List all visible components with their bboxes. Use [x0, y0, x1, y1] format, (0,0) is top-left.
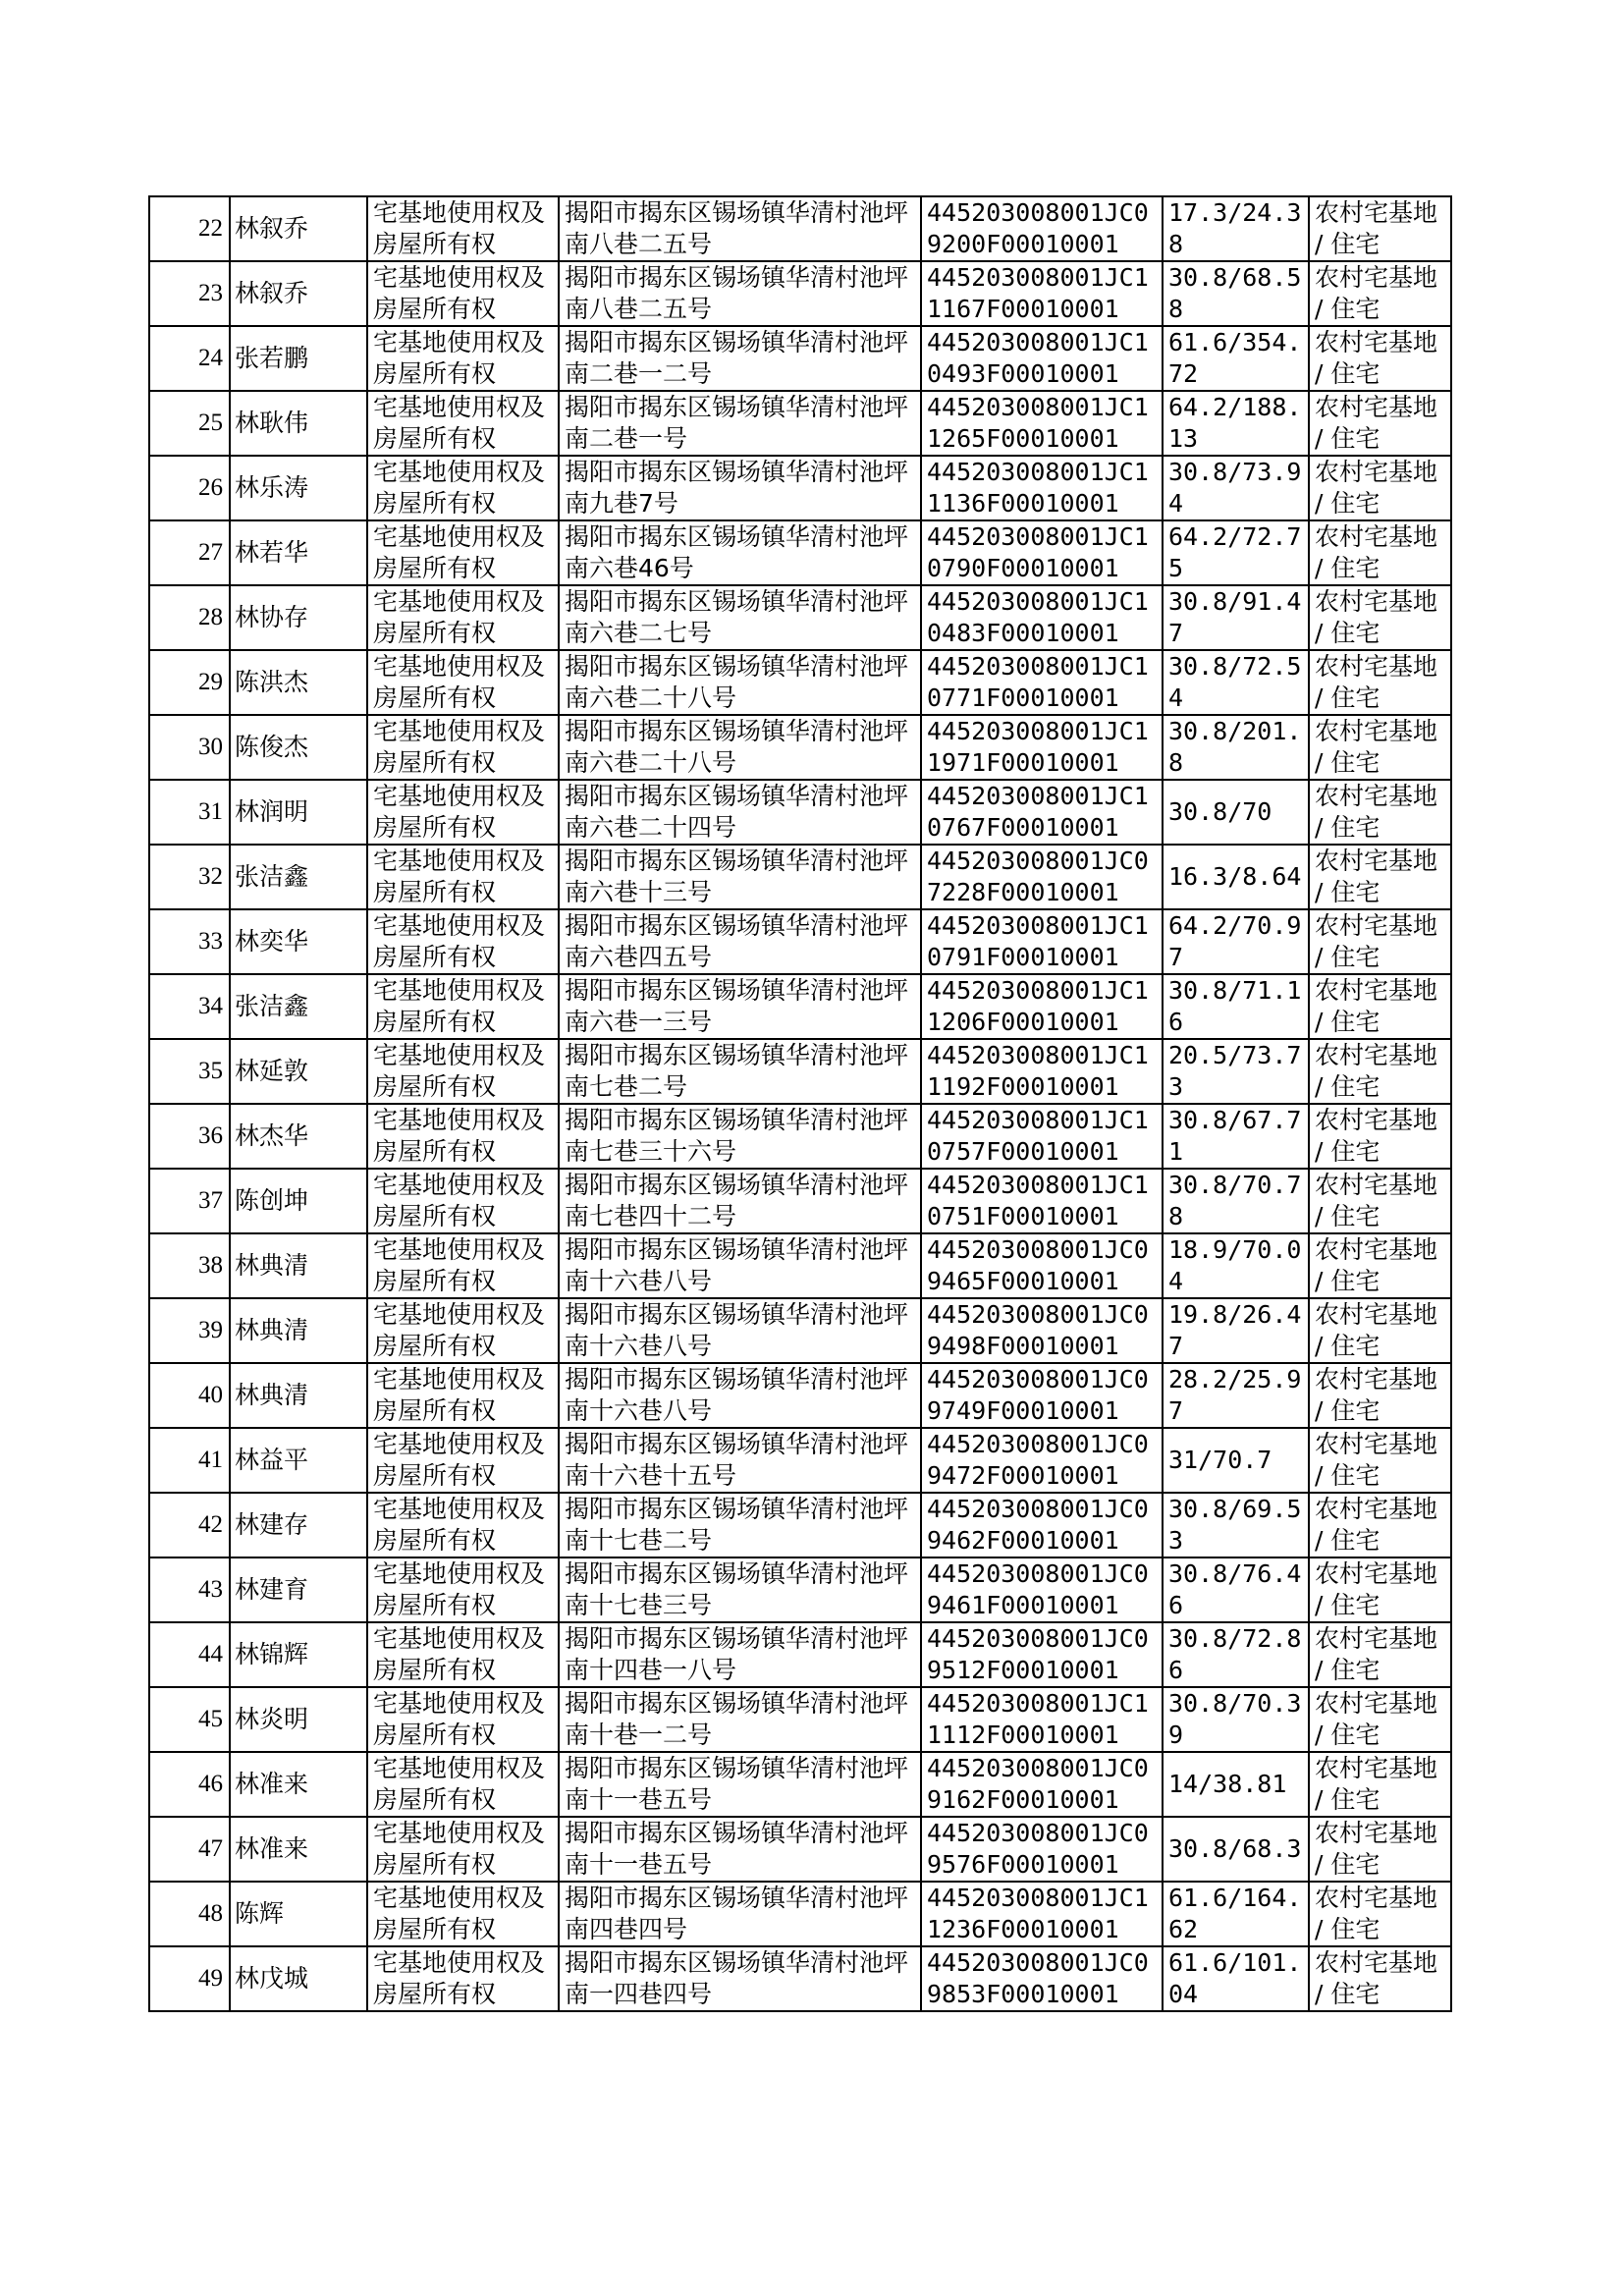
land-use-cell: 农村宅基地 / 住宅 — [1309, 1687, 1451, 1752]
parcel-code-cell: 445203008001JC10767F00010001 — [921, 780, 1163, 845]
table-row — [149, 1428, 1451, 1493]
row-number-cell: 29 — [149, 650, 230, 715]
parcel-code-cell: 445203008001JC10757F00010001 — [921, 1104, 1163, 1169]
parcel-code-cell: 445203008001JC10493F00010001 — [921, 326, 1163, 391]
address-cell: 揭阳市揭东区锡场镇华清村池坪南七巷三十六号 — [559, 1104, 921, 1169]
area-cell: 64.2/188.13 — [1163, 391, 1309, 456]
owner-name-cell: 林乐涛 — [230, 456, 367, 520]
parcel-code-cell: 445203008001JC09200F00010001 — [921, 196, 1163, 261]
area-cell: 17.3/24.38 — [1163, 196, 1309, 261]
row-number-cell: 27 — [149, 520, 230, 585]
owner-name-cell: 林延敦 — [230, 1039, 367, 1104]
row-number-cell: 47 — [149, 1817, 230, 1882]
row-number-cell: 28 — [149, 585, 230, 650]
parcel-code-cell: 445203008001JC07228F00010001 — [921, 845, 1163, 909]
owner-name-cell: 林炎明 — [230, 1687, 367, 1752]
owner-name-cell: 林润明 — [230, 780, 367, 845]
owner-name-cell: 林杰华 — [230, 1104, 367, 1169]
right-type-cell: 宅基地使用权及房屋所有权 — [367, 1817, 559, 1882]
right-type-cell: 宅基地使用权及房屋所有权 — [367, 1233, 559, 1298]
table-row — [149, 974, 1451, 1039]
owner-name-cell: 林准来 — [230, 1752, 367, 1817]
table-row — [149, 261, 1451, 326]
table-row — [149, 585, 1451, 650]
table-row — [149, 1946, 1451, 2011]
owner-name-cell: 林益平 — [230, 1428, 367, 1493]
land-use-cell: 农村宅基地 / 住宅 — [1309, 715, 1451, 780]
owner-name-cell: 林锦辉 — [230, 1622, 367, 1687]
row-number-cell: 37 — [149, 1169, 230, 1233]
land-use-cell: 农村宅基地 / 住宅 — [1309, 1882, 1451, 1946]
right-type-cell: 宅基地使用权及房屋所有权 — [367, 715, 559, 780]
table-row — [149, 326, 1451, 391]
right-type-cell: 宅基地使用权及房屋所有权 — [367, 845, 559, 909]
owner-name-cell: 林建育 — [230, 1557, 367, 1622]
owner-name-cell: 林典清 — [230, 1363, 367, 1428]
right-type-cell: 宅基地使用权及房屋所有权 — [367, 1493, 559, 1557]
row-number-cell: 38 — [149, 1233, 230, 1298]
row-number-cell: 34 — [149, 974, 230, 1039]
area-cell: 30.8/70.39 — [1163, 1687, 1309, 1752]
owner-name-cell: 张若鹏 — [230, 326, 367, 391]
area-cell: 30.8/67.71 — [1163, 1104, 1309, 1169]
area-cell: 61.6/164.62 — [1163, 1882, 1309, 1946]
land-use-cell: 农村宅基地 / 住宅 — [1309, 1298, 1451, 1363]
row-number-cell: 44 — [149, 1622, 230, 1687]
table-row — [149, 1687, 1451, 1752]
row-number-cell: 24 — [149, 326, 230, 391]
address-cell: 揭阳市揭东区锡场镇华清村池坪南十七巷二号 — [559, 1493, 921, 1557]
owner-name-cell: 林叙乔 — [230, 261, 367, 326]
right-type-cell: 宅基地使用权及房屋所有权 — [367, 650, 559, 715]
parcel-code-cell: 445203008001JC09576F00010001 — [921, 1817, 1163, 1882]
owner-name-cell: 陈辉 — [230, 1882, 367, 1946]
address-cell: 揭阳市揭东区锡场镇华清村池坪南八巷二五号 — [559, 261, 921, 326]
row-number-cell: 30 — [149, 715, 230, 780]
row-number-cell: 32 — [149, 845, 230, 909]
land-use-cell: 农村宅基地 / 住宅 — [1309, 909, 1451, 974]
land-use-cell: 农村宅基地 / 住宅 — [1309, 1622, 1451, 1687]
table-row — [149, 1169, 1451, 1233]
area-cell: 20.5/73.73 — [1163, 1039, 1309, 1104]
address-cell: 揭阳市揭东区锡场镇华清村池坪南二巷一二号 — [559, 326, 921, 391]
land-use-cell: 农村宅基地 / 住宅 — [1309, 585, 1451, 650]
table-row — [149, 1622, 1451, 1687]
right-type-cell: 宅基地使用权及房屋所有权 — [367, 1104, 559, 1169]
table-row — [149, 650, 1451, 715]
address-cell: 揭阳市揭东区锡场镇华清村池坪南六巷二十八号 — [559, 650, 921, 715]
right-type-cell: 宅基地使用权及房屋所有权 — [367, 909, 559, 974]
area-cell: 30.8/68.3 — [1163, 1817, 1309, 1882]
table-row — [149, 456, 1451, 520]
address-cell: 揭阳市揭东区锡场镇华清村池坪南六巷四五号 — [559, 909, 921, 974]
row-number-cell: 36 — [149, 1104, 230, 1169]
owner-name-cell: 林奕华 — [230, 909, 367, 974]
right-type-cell: 宅基地使用权及房屋所有权 — [367, 1752, 559, 1817]
address-cell: 揭阳市揭东区锡场镇华清村池坪南十六巷八号 — [559, 1233, 921, 1298]
table-row — [149, 1817, 1451, 1882]
parcel-code-cell: 445203008001JC09462F00010001 — [921, 1493, 1163, 1557]
owner-name-cell: 林戊城 — [230, 1946, 367, 2011]
parcel-code-cell: 445203008001JC09853F00010001 — [921, 1946, 1163, 2011]
address-cell: 揭阳市揭东区锡场镇华清村池坪南六巷二七号 — [559, 585, 921, 650]
land-use-cell: 农村宅基地 / 住宅 — [1309, 974, 1451, 1039]
table-row — [149, 196, 1451, 261]
land-use-cell: 农村宅基地 / 住宅 — [1309, 780, 1451, 845]
right-type-cell: 宅基地使用权及房屋所有权 — [367, 1363, 559, 1428]
area-cell: 30.8/72.86 — [1163, 1622, 1309, 1687]
address-cell: 揭阳市揭东区锡场镇华清村池坪南十六巷十五号 — [559, 1428, 921, 1493]
owner-name-cell: 林协存 — [230, 585, 367, 650]
address-cell: 揭阳市揭东区锡场镇华清村池坪南二巷一号 — [559, 391, 921, 456]
land-use-cell: 农村宅基地 / 住宅 — [1309, 1363, 1451, 1428]
table-row — [149, 1104, 1451, 1169]
area-cell: 30.8/70.78 — [1163, 1169, 1309, 1233]
owner-name-cell: 林典清 — [230, 1298, 367, 1363]
address-cell: 揭阳市揭东区锡场镇华清村池坪南十四巷一八号 — [559, 1622, 921, 1687]
area-cell: 30.8/69.53 — [1163, 1493, 1309, 1557]
row-number-cell: 46 — [149, 1752, 230, 1817]
parcel-code-cell: 445203008001JC11971F00010001 — [921, 715, 1163, 780]
parcel-code-cell: 445203008001JC10791F00010001 — [921, 909, 1163, 974]
table-row — [149, 1557, 1451, 1622]
table-row — [149, 909, 1451, 974]
row-number-cell: 35 — [149, 1039, 230, 1104]
owner-name-cell: 林叙乔 — [230, 196, 367, 261]
right-type-cell: 宅基地使用权及房屋所有权 — [367, 1039, 559, 1104]
row-number-cell: 33 — [149, 909, 230, 974]
address-cell: 揭阳市揭东区锡场镇华清村池坪南四巷四号 — [559, 1882, 921, 1946]
land-use-cell: 农村宅基地 / 住宅 — [1309, 650, 1451, 715]
address-cell: 揭阳市揭东区锡场镇华清村池坪南十六巷八号 — [559, 1363, 921, 1428]
area-cell: 30.8/73.94 — [1163, 456, 1309, 520]
right-type-cell: 宅基地使用权及房屋所有权 — [367, 1557, 559, 1622]
right-type-cell: 宅基地使用权及房屋所有权 — [367, 1687, 559, 1752]
owner-name-cell: 林典清 — [230, 1233, 367, 1298]
area-cell: 30.8/72.54 — [1163, 650, 1309, 715]
area-cell: 31/70.7 — [1163, 1428, 1309, 1493]
parcel-code-cell: 445203008001JC09512F00010001 — [921, 1622, 1163, 1687]
parcel-code-cell: 445203008001JC10483F00010001 — [921, 585, 1163, 650]
right-type-cell: 宅基地使用权及房屋所有权 — [367, 1946, 559, 2011]
owner-name-cell: 林准来 — [230, 1817, 367, 1882]
owner-name-cell: 陈创坤 — [230, 1169, 367, 1233]
parcel-code-cell: 445203008001JC11236F00010001 — [921, 1882, 1163, 1946]
parcel-code-cell: 445203008001JC11265F00010001 — [921, 391, 1163, 456]
right-type-cell: 宅基地使用权及房屋所有权 — [367, 261, 559, 326]
area-cell: 30.8/91.47 — [1163, 585, 1309, 650]
area-cell: 28.2/25.97 — [1163, 1363, 1309, 1428]
row-number-cell: 39 — [149, 1298, 230, 1363]
parcel-code-cell: 445203008001JC10771F00010001 — [921, 650, 1163, 715]
address-cell: 揭阳市揭东区锡场镇华清村池坪南九巷7号 — [559, 456, 921, 520]
parcel-code-cell: 445203008001JC10751F00010001 — [921, 1169, 1163, 1233]
land-use-cell: 农村宅基地 / 住宅 — [1309, 1752, 1451, 1817]
area-cell: 30.8/70 — [1163, 780, 1309, 845]
row-number-cell: 25 — [149, 391, 230, 456]
table-row — [149, 1298, 1451, 1363]
parcel-code-cell: 445203008001JC09465F00010001 — [921, 1233, 1163, 1298]
address-cell: 揭阳市揭东区锡场镇华清村池坪南六巷二十四号 — [559, 780, 921, 845]
address-cell: 揭阳市揭东区锡场镇华清村池坪南六巷一三号 — [559, 974, 921, 1039]
row-number-cell: 23 — [149, 261, 230, 326]
right-type-cell: 宅基地使用权及房屋所有权 — [367, 1428, 559, 1493]
owner-name-cell: 陈洪杰 — [230, 650, 367, 715]
land-use-cell: 农村宅基地 / 住宅 — [1309, 1039, 1451, 1104]
owner-name-cell: 张洁鑫 — [230, 974, 367, 1039]
right-type-cell: 宅基地使用权及房屋所有权 — [367, 391, 559, 456]
table-row — [149, 391, 1451, 456]
land-use-cell: 农村宅基地 / 住宅 — [1309, 1104, 1451, 1169]
address-cell: 揭阳市揭东区锡场镇华清村池坪南六巷二十八号 — [559, 715, 921, 780]
row-number-cell: 45 — [149, 1687, 230, 1752]
owner-name-cell: 林建存 — [230, 1493, 367, 1557]
parcel-code-cell: 445203008001JC11192F00010001 — [921, 1039, 1163, 1104]
land-use-cell: 农村宅基地 / 住宅 — [1309, 456, 1451, 520]
land-use-cell: 农村宅基地 / 住宅 — [1309, 1946, 1451, 2011]
land-use-cell: 农村宅基地 / 住宅 — [1309, 1169, 1451, 1233]
right-type-cell: 宅基地使用权及房屋所有权 — [367, 780, 559, 845]
parcel-code-cell: 445203008001JC10790F00010001 — [921, 520, 1163, 585]
land-use-cell: 农村宅基地 / 住宅 — [1309, 1817, 1451, 1882]
table-row — [149, 780, 1451, 845]
land-use-cell: 农村宅基地 / 住宅 — [1309, 520, 1451, 585]
row-number-cell: 40 — [149, 1363, 230, 1428]
parcel-code-cell: 445203008001JC09461F00010001 — [921, 1557, 1163, 1622]
parcel-code-cell: 445203008001JC09162F00010001 — [921, 1752, 1163, 1817]
table-row — [149, 1493, 1451, 1557]
address-cell: 揭阳市揭东区锡场镇华清村池坪南十巷一二号 — [559, 1687, 921, 1752]
table-row — [149, 715, 1451, 780]
area-cell: 61.6/101.04 — [1163, 1946, 1309, 2011]
table-row — [149, 845, 1451, 909]
area-cell: 19.8/26.47 — [1163, 1298, 1309, 1363]
row-number-cell: 31 — [149, 780, 230, 845]
address-cell: 揭阳市揭东区锡场镇华清村池坪南六巷46号 — [559, 520, 921, 585]
right-type-cell: 宅基地使用权及房屋所有权 — [367, 520, 559, 585]
right-type-cell: 宅基地使用权及房屋所有权 — [367, 1169, 559, 1233]
table-row — [149, 520, 1451, 585]
right-type-cell: 宅基地使用权及房屋所有权 — [367, 196, 559, 261]
row-number-cell: 42 — [149, 1493, 230, 1557]
row-number-cell: 43 — [149, 1557, 230, 1622]
right-type-cell: 宅基地使用权及房屋所有权 — [367, 1882, 559, 1946]
parcel-code-cell: 445203008001JC09472F00010001 — [921, 1428, 1163, 1493]
parcel-code-cell: 445203008001JC11136F00010001 — [921, 456, 1163, 520]
table-row — [149, 1039, 1451, 1104]
parcel-code-cell: 445203008001JC09498F00010001 — [921, 1298, 1163, 1363]
owner-name-cell: 陈俊杰 — [230, 715, 367, 780]
land-use-cell: 农村宅基地 / 住宅 — [1309, 1233, 1451, 1298]
row-number-cell: 22 — [149, 196, 230, 261]
area-cell: 18.9/70.04 — [1163, 1233, 1309, 1298]
parcel-code-cell: 445203008001JC11167F00010001 — [921, 261, 1163, 326]
property-registry-table — [148, 195, 1452, 2012]
land-use-cell: 农村宅基地 / 住宅 — [1309, 1493, 1451, 1557]
area-cell: 14/38.81 — [1163, 1752, 1309, 1817]
table-row — [149, 1233, 1451, 1298]
area-cell: 30.8/201.8 — [1163, 715, 1309, 780]
right-type-cell: 宅基地使用权及房屋所有权 — [367, 1298, 559, 1363]
area-cell: 30.8/68.58 — [1163, 261, 1309, 326]
address-cell: 揭阳市揭东区锡场镇华清村池坪南十一巷五号 — [559, 1752, 921, 1817]
land-use-cell: 农村宅基地 / 住宅 — [1309, 326, 1451, 391]
address-cell: 揭阳市揭东区锡场镇华清村池坪南八巷二五号 — [559, 196, 921, 261]
owner-name-cell: 张洁鑫 — [230, 845, 367, 909]
address-cell: 揭阳市揭东区锡场镇华清村池坪南十七巷三号 — [559, 1557, 921, 1622]
area-cell: 61.6/354.72 — [1163, 326, 1309, 391]
right-type-cell: 宅基地使用权及房屋所有权 — [367, 456, 559, 520]
owner-name-cell: 林耿伟 — [230, 391, 367, 456]
owner-name-cell: 林若华 — [230, 520, 367, 585]
right-type-cell: 宅基地使用权及房屋所有权 — [367, 326, 559, 391]
land-use-cell: 农村宅基地 / 住宅 — [1309, 391, 1451, 456]
land-use-cell: 农村宅基地 / 住宅 — [1309, 1428, 1451, 1493]
row-number-cell: 49 — [149, 1946, 230, 2011]
right-type-cell: 宅基地使用权及房屋所有权 — [367, 1622, 559, 1687]
table-row — [149, 1363, 1451, 1428]
area-cell: 30.8/76.46 — [1163, 1557, 1309, 1622]
parcel-code-cell: 445203008001JC11112F00010001 — [921, 1687, 1163, 1752]
land-use-cell: 农村宅基地 / 住宅 — [1309, 845, 1451, 909]
area-cell: 64.2/70.97 — [1163, 909, 1309, 974]
table-row — [149, 1882, 1451, 1946]
right-type-cell: 宅基地使用权及房屋所有权 — [367, 585, 559, 650]
address-cell: 揭阳市揭东区锡场镇华清村池坪南七巷二号 — [559, 1039, 921, 1104]
land-use-cell: 农村宅基地 / 住宅 — [1309, 196, 1451, 261]
registry-table-body — [149, 196, 1451, 2011]
address-cell: 揭阳市揭东区锡场镇华清村池坪南一四巷四号 — [559, 1946, 921, 2011]
land-use-cell: 农村宅基地 / 住宅 — [1309, 261, 1451, 326]
address-cell: 揭阳市揭东区锡场镇华清村池坪南七巷四十二号 — [559, 1169, 921, 1233]
row-number-cell: 41 — [149, 1428, 230, 1493]
row-number-cell: 26 — [149, 456, 230, 520]
area-cell: 64.2/72.75 — [1163, 520, 1309, 585]
parcel-code-cell: 445203008001JC09749F00010001 — [921, 1363, 1163, 1428]
land-use-cell: 农村宅基地 / 住宅 — [1309, 1557, 1451, 1622]
area-cell: 30.8/71.16 — [1163, 974, 1309, 1039]
table-row — [149, 1752, 1451, 1817]
right-type-cell: 宅基地使用权及房屋所有权 — [367, 974, 559, 1039]
parcel-code-cell: 445203008001JC11206F00010001 — [921, 974, 1163, 1039]
address-cell: 揭阳市揭东区锡场镇华清村池坪南十六巷八号 — [559, 1298, 921, 1363]
area-cell: 16.3/8.64 — [1163, 845, 1309, 909]
row-number-cell: 48 — [149, 1882, 230, 1946]
address-cell: 揭阳市揭东区锡场镇华清村池坪南十一巷五号 — [559, 1817, 921, 1882]
address-cell: 揭阳市揭东区锡场镇华清村池坪南六巷十三号 — [559, 845, 921, 909]
